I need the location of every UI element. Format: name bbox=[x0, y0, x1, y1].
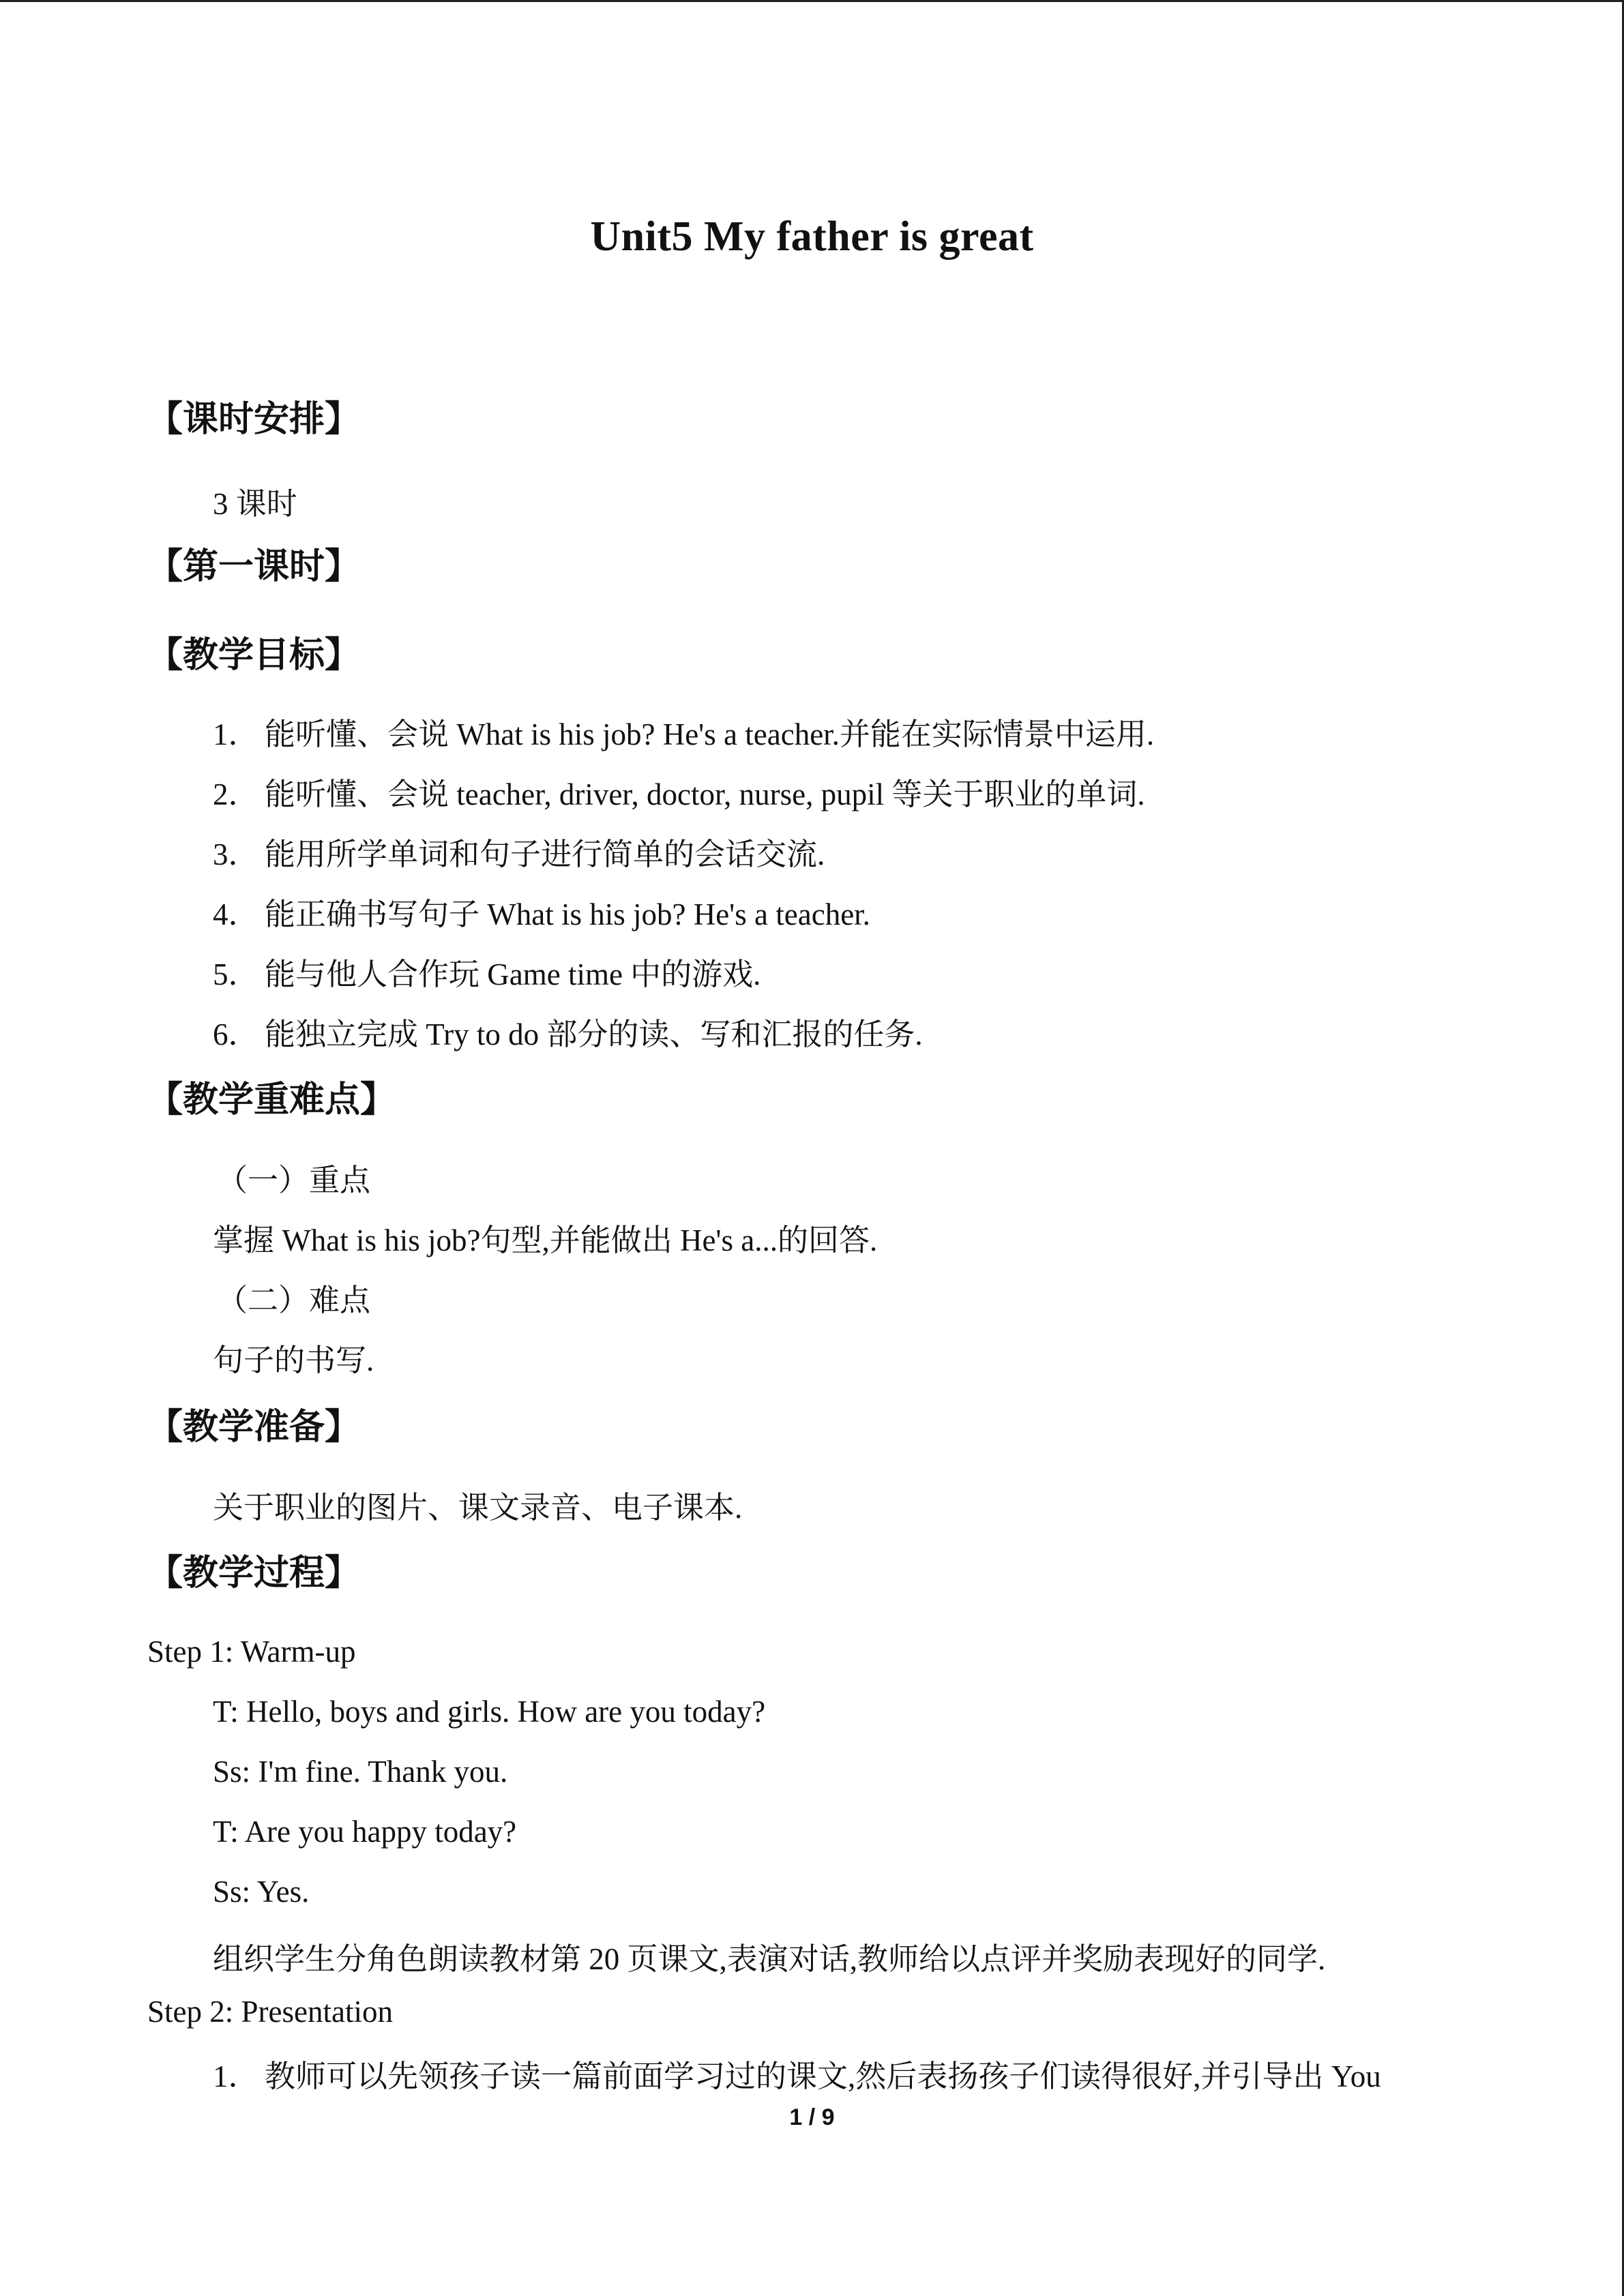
preparation-text: 关于职业的图片、课文录音、电子课本. bbox=[213, 1491, 743, 1525]
heading-process: 【教学过程】 bbox=[147, 1553, 361, 1594]
objective-number: 5． bbox=[213, 957, 259, 992]
objective-number: 6． bbox=[213, 1017, 259, 1052]
step1-label: Step 1: Warm-up bbox=[147, 1635, 356, 1669]
key-point-label: （一）重点 bbox=[217, 1163, 371, 1197]
dialogue-line: T: Are you happy today? bbox=[213, 1815, 517, 1849]
objective-number: 1． bbox=[213, 717, 259, 751]
step2-item-text: 教师可以先领孩子读一篇前面学习过的课文,然后表扬孩子们读得很好,并引导出 You bbox=[265, 2059, 1381, 2093]
dialogue-line: T: Hello, boys and girls. How are you today? bbox=[213, 1695, 766, 1729]
objective-text: 能独立完成 Try to do 部分的读、写和汇报的任务. bbox=[265, 1017, 923, 1052]
heading-key-points: 【教学重难点】 bbox=[147, 1079, 396, 1120]
heading-preparation: 【教学准备】 bbox=[147, 1407, 361, 1448]
objective-text: 能听懂、会说 teacher, driver, doctor, nurse, pupil 等关于职业的单词. bbox=[265, 777, 1145, 811]
key-point-text: 掌握 What is his job?句型,并能做出 He's a...的回答. bbox=[213, 1223, 878, 1257]
objective-item bbox=[213, 1009, 923, 1054]
objective-text: 能正确书写句子 What is his job? He's a teacher. bbox=[265, 897, 870, 931]
objective-number: 3． bbox=[213, 837, 259, 871]
step1-instruction: 组织学生分角色朗读教材第 20 页课文,表演对话,教师给以点评并奖励表现好的同学. bbox=[213, 1942, 1326, 1976]
heading-objectives: 【教学目标】 bbox=[147, 635, 361, 676]
objective-item bbox=[213, 889, 870, 934]
dialogue-line: Ss: I'm fine. Thank you. bbox=[213, 1755, 508, 1789]
schedule-text: 3 课时 bbox=[213, 487, 297, 521]
difficulty-text: 句子的书写. bbox=[213, 1343, 374, 1377]
objective-number: 4． bbox=[213, 897, 259, 931]
step2-label: Step 2: Presentation bbox=[147, 1995, 393, 2029]
heading-schedule: 【课时安排】 bbox=[147, 399, 361, 440]
dialogue-line: Ss: Yes. bbox=[213, 1875, 310, 1909]
document-title: Unit5 My father is great bbox=[590, 213, 1034, 260]
objective-item bbox=[213, 829, 825, 874]
objective-text: 能与他人合作玩 Game time 中的游戏. bbox=[265, 957, 761, 992]
objective-text: 能用所学单词和句子进行简单的会话交流. bbox=[265, 837, 825, 871]
step2-item bbox=[213, 2051, 1381, 2096]
objective-item bbox=[213, 949, 761, 994]
objective-number: 2． bbox=[213, 777, 259, 811]
objective-text: 能听懂、会说 What is his job? He's a teacher.并能在实际情景中运用. bbox=[265, 717, 1155, 751]
top-border bbox=[0, 0, 1624, 2]
objective-item bbox=[213, 769, 1145, 814]
step2-item-number: 1． bbox=[213, 2059, 259, 2093]
page-number: 1 / 9 bbox=[789, 2104, 835, 2130]
difficulty-label: （二）难点 bbox=[217, 1283, 371, 1317]
heading-lesson1: 【第一课时】 bbox=[147, 546, 361, 587]
objective-item bbox=[213, 709, 1154, 754]
